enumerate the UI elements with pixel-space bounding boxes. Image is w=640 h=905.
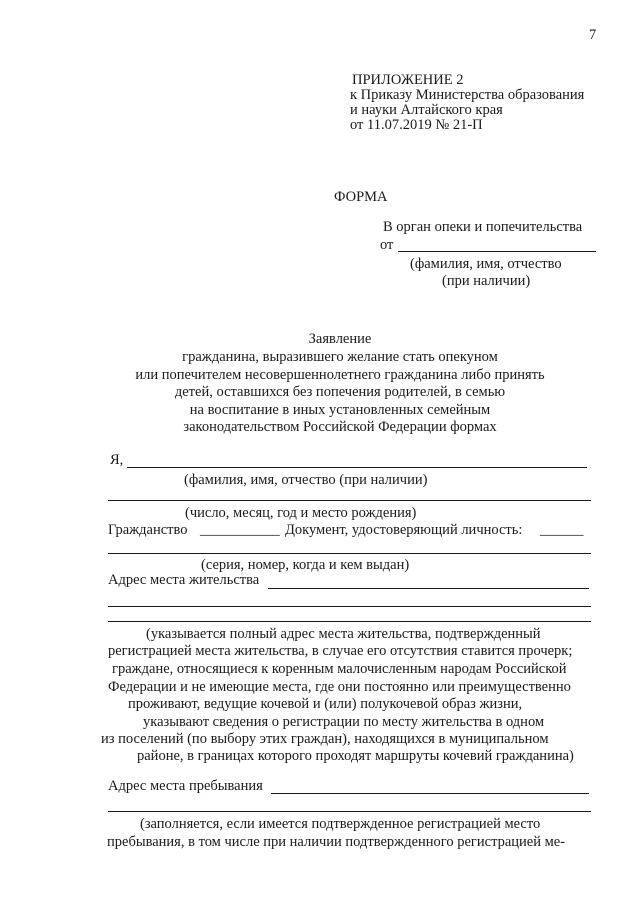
residence-hint-line: районе, в границах которого проходят маршруты кочевий гражданина) — [137, 748, 574, 764]
stay-hint-line: (заполняется, если имеется подтвержденное регистрацией место — [140, 816, 541, 832]
statement-line: законодательством Российской Федерации формах — [183, 419, 497, 435]
statement-line: или попечителем несовершеннолетнего гражданина либо принять — [135, 367, 545, 383]
stay-field-2[interactable] — [108, 811, 591, 812]
residence-field-2[interactable] — [108, 606, 591, 607]
addressee-from-label: от — [380, 237, 394, 253]
document-field-inline[interactable]: ______ — [540, 522, 584, 538]
birth-hint: (число, месяц, год и место рождения) — [185, 505, 417, 521]
appendix-line-2: и науки Алтайского края — [350, 102, 503, 118]
residence-hint-line: из поселений (по выбору этих граждан), находящихся в муниципальном — [101, 731, 549, 747]
stay-hint-line: пребывания, в том числе при наличии подтвержденного регистрацией ме- — [107, 834, 566, 850]
appendix-line-1: к Приказу Министерства образования — [350, 87, 585, 103]
appendix-line-3: от 11.07.2019 № 21-П — [350, 117, 483, 133]
residence-hint-line: (указывается полный адрес места жительства, подтвержденный — [146, 626, 541, 642]
statement-line: детей, оставшихся без попечения родителей, в семью — [174, 384, 506, 400]
name-hint: (фамилия, имя, отчество (при наличии) — [184, 472, 428, 488]
residence-hint-line: указывают сведения о регистрации по месту жительства в одном — [143, 714, 545, 730]
residence-field-3[interactable] — [108, 621, 591, 622]
i-label: Я, — [110, 452, 124, 468]
citizenship-field[interactable]: ___________ — [200, 522, 280, 538]
appendix-title: ПРИЛОЖЕНИЕ 2 — [352, 72, 464, 88]
name-field[interactable] — [127, 467, 587, 468]
statement-title: Заявление — [308, 331, 372, 347]
document-label: Документ, удостоверяющий личность: — [285, 522, 523, 538]
residence-hint-line: регистрацией места жительства, в случае его отсутствия ставится прочерк; — [108, 643, 573, 659]
addressee-hint-2: (при наличии) — [442, 273, 531, 289]
citizenship-label: Гражданство — [108, 522, 188, 538]
residence-hint-line: Федерации и не имеющие места, где они постоянно или преимущественно — [108, 679, 571, 695]
residence-hint-line: граждане, относящиеся к коренным малочисленным народам Российской — [112, 661, 567, 677]
addressee-line: В орган опеки и попечительства — [383, 219, 583, 235]
form-label: ФОРМА — [334, 189, 388, 205]
page-number: 7 — [589, 27, 597, 43]
birth-field[interactable] — [108, 500, 591, 501]
residence-label: Адрес места жительства — [108, 572, 260, 588]
document-field[interactable] — [108, 553, 591, 554]
stay-field[interactable] — [271, 793, 589, 794]
statement-line: гражданина, выразившего желание стать опекуном — [182, 349, 498, 365]
document-hint: (серия, номер, когда и кем выдан) — [201, 557, 410, 573]
residence-field[interactable] — [268, 588, 589, 589]
stay-label: Адрес места пребывания — [108, 778, 263, 794]
residence-hint-line: проживают, ведущие кочевой и (или) полукочевой образ жизни, — [128, 696, 523, 712]
addressee-from-blank[interactable] — [398, 251, 596, 252]
addressee-hint-1: (фамилия, имя, отчество — [410, 256, 562, 272]
statement-line: на воспитание в иных установленных семейным — [189, 402, 491, 418]
